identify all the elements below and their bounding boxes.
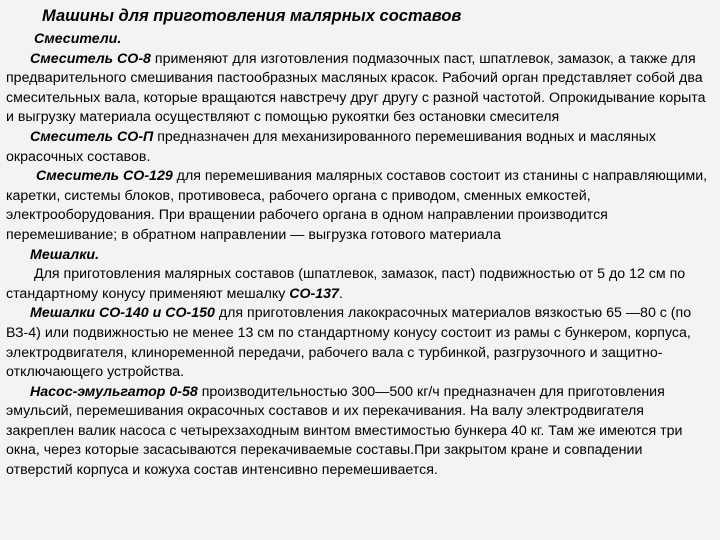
page-title: Машины для приготовления малярных составов — [42, 7, 462, 25]
paragraph-so-p — [6, 128, 712, 167]
paragraph-text: производительностью 300—500 кг/ч предназначен для приготовления эмульсий, перемешивания окрасочных составов и их перекачивания. На валу электродвигателя закреплен валик насоса с четырехзаходным винтом вместимостью бункера 40 кг. Там же имеются три окна, через которые засасываются перекачиваемые составы.При закрытом кране и совпадении отверстий корпуса и кожуха состав интенсивно перемешивается. — [6, 383, 683, 479]
term-so-8: Смеситель СО-8 — [30, 50, 151, 67]
term-so-p: Смеситель СО-П — [30, 128, 154, 145]
section-heading-text: Мешалки. — [30, 246, 100, 263]
paragraph-pump-emulsifier — [6, 383, 712, 481]
section-heading-mixers — [6, 30, 712, 50]
paragraph-so-137 — [6, 265, 712, 304]
paragraph-so-129 — [6, 167, 712, 245]
term-so-140-150: Мешалки СО-140 и СО-150 — [30, 305, 215, 322]
paragraph-text-end: . — [338, 285, 343, 302]
section-heading-stirrers — [6, 246, 712, 266]
term-so-137: СО-137 — [289, 285, 339, 302]
term-pump-emulsifier: Насос-эмульгатор 0-58 — [30, 383, 198, 400]
paragraph-text: предназначен для механизированного перемешивания водных и масляных окрасочных составов. — [6, 128, 656, 165]
paragraph-text: для перемешивания малярных составов состоит из станины с направляющими, каретки, системы блоков, противовеса, рабочего органа с приводом, сменных емкостей, электрооборудования. При вращении рабочего органа в одном направлении производится перемешивание; в обратном направлении — выгрузка готового материала — [6, 168, 708, 243]
paragraph-text: для приготовления лакокрасочных материалов вязкостью 65 —80 с (по ВЗ-4) или подвижностью не менее 13 см по стандартному конусу состоит из рамы с бункером, корпуса, электродвигателя, клиноременной передачи, рабочего вала с турбинкой, разгрузочного и защитно-отключающего устройства. — [6, 305, 692, 381]
paragraph-so-140-150 — [6, 304, 712, 382]
paragraph-so-8 — [6, 50, 712, 128]
paragraph-text: Для приготовления малярных составов (шпатлевок, замазок, паст) подвижностью от 5 до 12 см по стандартному конусу применяют мешалку — [6, 266, 686, 302]
paragraph-text: применяют для изготовления подмазочных паст, шпатлевок, замазок, а также для предварительного смешивания пастообразных масляных красок. Рабочий орган представляет собой два смесительных вала, которые вращаются навстречу друг другу с разной частотой. Опрокидывание корыта и выгрузку материала осуществляют с помощью рукоятки без остановки смесителя — [6, 50, 706, 126]
section-heading-text: Смесители. — [34, 31, 122, 47]
term-so-129: Смеситель СО-129 — [36, 168, 173, 185]
